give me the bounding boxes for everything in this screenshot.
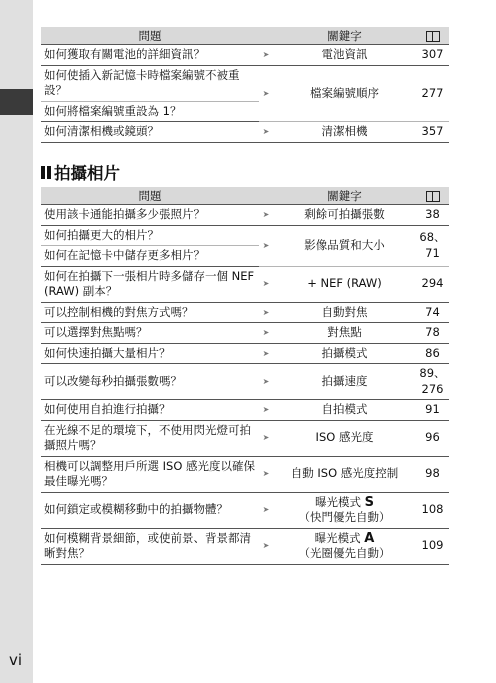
- question: 如何拍攝更大的相片？: [41, 225, 259, 246]
- page-ref[interactable]: 38: [416, 205, 449, 226]
- table-row: [41, 323, 449, 344]
- question: 如何將檔案編號重設為 1？: [41, 101, 259, 122]
- question: 如何使插入新記憶卡時檔案編號不被重設？: [41, 65, 259, 101]
- table-header: [41, 187, 449, 205]
- keyword: 影像品質和大小: [273, 225, 416, 266]
- keyword: 自動對焦: [273, 302, 416, 323]
- header-question: 問題: [41, 187, 259, 205]
- arrow-icon: ➤: [259, 456, 273, 492]
- page-ref[interactable]: 86: [416, 343, 449, 364]
- header-keyword: 關鍵字: [273, 187, 416, 205]
- page-ref[interactable]: 74: [416, 302, 449, 323]
- table-row: [41, 205, 449, 226]
- table-row: [41, 122, 449, 143]
- keyword: 自拍模式: [273, 400, 416, 421]
- header-page: [416, 27, 449, 45]
- arrow-icon: ➤: [259, 343, 273, 364]
- arrow-icon: ➤: [259, 65, 273, 122]
- arrow-icon: ➤: [259, 225, 273, 266]
- page-ref[interactable]: 277: [416, 65, 449, 122]
- page-ref[interactable]: 357: [416, 122, 449, 143]
- arrow-icon: ➤: [259, 302, 273, 323]
- page-ref[interactable]: 78: [416, 323, 449, 344]
- section-tab-marker: [0, 89, 33, 115]
- book-icon: [426, 191, 440, 202]
- keyword: 曝光模式: [314, 494, 361, 509]
- page-ref[interactable]: 91: [416, 400, 449, 421]
- question: 如何獲取有關電池的詳細資訊？: [41, 45, 259, 66]
- keyword: 對焦點: [273, 323, 416, 344]
- table-row: [41, 528, 449, 564]
- keyword: ISO 感光度: [273, 420, 416, 456]
- question: 可以控制相機的對焦方式嗎？: [41, 302, 259, 323]
- question: 如何使用自拍進行拍攝？: [41, 400, 259, 421]
- section-marker-icon: [41, 166, 51, 179]
- keyword-block: [273, 528, 416, 564]
- arrow-icon: ➤: [259, 400, 273, 421]
- table-row: [41, 266, 449, 302]
- header-keyword: 關鍵字: [273, 27, 416, 45]
- page-ref[interactable]: 307: [416, 45, 449, 66]
- table-row: [41, 302, 449, 323]
- table-row: [41, 400, 449, 421]
- section-title: 拍攝相片: [54, 164, 120, 183]
- page-ref[interactable]: 108: [416, 492, 449, 528]
- table-row: [41, 45, 449, 66]
- page-number: vi: [9, 651, 23, 669]
- keyword: 清潔相機: [273, 122, 416, 143]
- page-ref[interactable]: 294: [416, 266, 449, 302]
- table-row: [41, 65, 449, 101]
- header-question: 問題: [41, 27, 259, 45]
- question: 使用該卡通能拍攝多少張照片？: [41, 205, 259, 226]
- arrow-icon: ➤: [259, 266, 273, 302]
- question: 如何在記憶卡中儲存更多相片？: [41, 246, 259, 267]
- keyword: 曝光模式: [314, 530, 361, 545]
- table-row: [41, 225, 449, 246]
- arrow-icon: ➤: [259, 205, 273, 226]
- table-row: [41, 343, 449, 364]
- question: 相機可以調整用戶所選 ISO 感光度以確保最佳曝光嗎？: [41, 456, 259, 492]
- table-row: [41, 420, 449, 456]
- aperture-priority-mode-icon: A: [364, 530, 375, 546]
- table-header: [41, 27, 449, 45]
- arrow-icon: ➤: [259, 492, 273, 528]
- arrow-icon: ➤: [259, 45, 273, 66]
- arrow-icon: ➤: [259, 122, 273, 143]
- page-ref[interactable]: 109: [416, 528, 449, 564]
- keyword: 剩餘可拍攝張數: [273, 205, 416, 226]
- keyword: + NEF (RAW): [273, 266, 416, 302]
- keyword: 電池資訊: [273, 45, 416, 66]
- table-row: [41, 456, 449, 492]
- table-row: [41, 492, 449, 528]
- arrow-icon: ➤: [259, 323, 273, 344]
- question: 如何模糊背景細節，或使前景、背景都清晰對焦？: [41, 528, 259, 564]
- page-ref[interactable]: 98: [416, 456, 449, 492]
- question: 如何鎖定或模糊移動中的拍攝物體？: [41, 492, 259, 528]
- question: 如何清潔相機或鏡頭？: [41, 122, 259, 143]
- keyword-block: [273, 492, 416, 528]
- arrow-icon: ➤: [259, 528, 273, 564]
- faq-table-general: [41, 27, 449, 143]
- arrow-icon: ➤: [259, 420, 273, 456]
- arrow-icon: ➤: [259, 364, 273, 400]
- page-ref[interactable]: 96: [416, 420, 449, 456]
- question: 可以改變每秒拍攝張數嗎？: [41, 364, 259, 400]
- keyword-detail: （光圈優先自動）: [298, 546, 391, 560]
- keyword: 自動 ISO 感光度控制: [273, 456, 416, 492]
- keyword: 檔案編號順序: [273, 65, 416, 122]
- shutter-priority-mode-icon: S: [364, 494, 375, 510]
- keyword: 拍攝速度: [273, 364, 416, 400]
- book-icon: [426, 31, 440, 42]
- page-ref[interactable]: 68、71: [416, 225, 449, 266]
- question: 可以選擇對焦點嗎？: [41, 323, 259, 344]
- keyword-detail: （快門優先自動）: [298, 510, 391, 524]
- sidebar: [0, 0, 33, 683]
- question: 在光線不足的環境下，不使用閃光燈可拍攝照片嗎？: [41, 420, 259, 456]
- section-heading: [41, 160, 120, 184]
- page-ref[interactable]: 89、276: [416, 364, 449, 400]
- keyword: 拍攝模式: [273, 343, 416, 364]
- table-row: [41, 364, 449, 400]
- faq-table-shooting: [41, 187, 449, 565]
- question: 如何快速拍攝大量相片？: [41, 343, 259, 364]
- header-page: [416, 187, 449, 205]
- question: 如何在拍攝下一張相片時多儲存一個 NEF (RAW) 副本？: [41, 266, 259, 302]
